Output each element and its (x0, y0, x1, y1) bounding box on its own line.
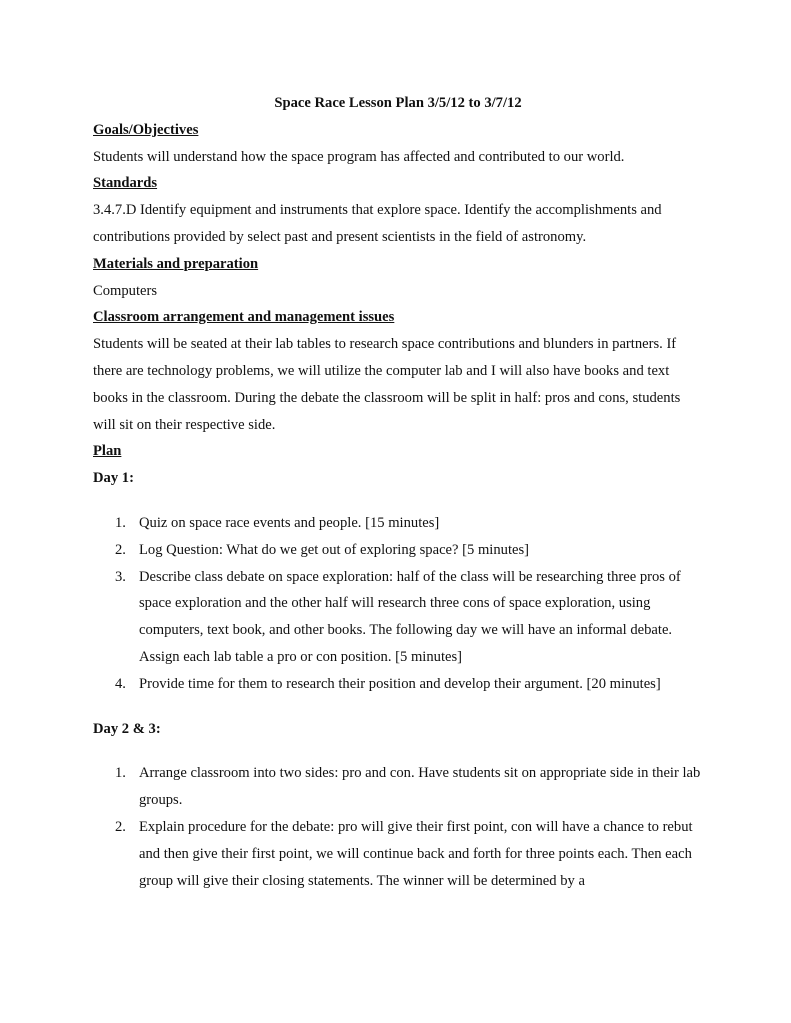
plan-heading: Plan (93, 443, 122, 460)
list-item (93, 510, 703, 537)
list-number: 1. (115, 765, 126, 782)
list-number: 2. (115, 541, 126, 558)
list-text: Describe class debate on space exploration: half of the class will be researching three pros of space exploration and the other half will research three cons of space exploration, using computers, text book, and other books. The following day we will have an informal debate. Assign each lab table a pro or con position. [5 minutes] (139, 568, 681, 665)
day1-label: Day 1: (93, 470, 134, 487)
spacer (93, 492, 703, 510)
day23-label: Day 2 & 3: (93, 720, 161, 737)
document-page (93, 90, 703, 894)
spacer (93, 742, 703, 760)
day23-list (93, 760, 703, 894)
standards-text: 3.4.7.D Identify equipment and instruments that explore space. Identify the accomplishments and contributions provided by select past and present scientists in the field of astronomy. (93, 202, 662, 245)
list-item (93, 760, 703, 814)
list-text: Explain procedure for the debate: pro will give their first point, con will have a chance to rebut and then give their first point, we will continue back and forth for three points each. Then each group will give their closing statements. The winner will be determined by a (139, 818, 693, 889)
list-number: 3. (115, 568, 126, 585)
list-item (93, 814, 703, 894)
materials-text: Computers (93, 282, 158, 299)
standards-heading: Standards (93, 175, 158, 192)
day1-list (93, 510, 703, 698)
document-title: Space Race Lesson Plan 3/5/12 to 3/7/12 (274, 95, 522, 111)
list-number: 2. (115, 818, 126, 835)
list-text: Log Question: What do we get out of exploring space? [5 minutes] (139, 541, 530, 558)
classroom-heading: Classroom arrangement and management issues (93, 309, 395, 326)
spacer (93, 698, 703, 716)
list-text: Quiz on space race events and people. [15 minutes] (139, 514, 440, 531)
classroom-text: Students will be seated at their lab tables to research space contributions and blunders in partners. If there are technology problems, we will utilize the computer lab and I will also have books and text books in the classroom. During the debate the classroom will be split in half: pros and cons, students will sit on their respective side. (93, 336, 681, 433)
list-item (93, 564, 703, 671)
list-text: Arrange classroom into two sides: pro and con. Have students sit on appropriate side in their lab groups. (139, 765, 701, 809)
list-number: 1. (115, 514, 126, 531)
materials-heading: Materials and preparation (93, 255, 259, 272)
list-item (93, 671, 703, 698)
goals-text: Students will understand how the space program has affected and contributed to our world. (93, 148, 625, 165)
goals-heading: Goals/Objectives (93, 121, 199, 138)
list-item (93, 537, 703, 564)
list-text: Provide time for them to research their position and develop their argument. [20 minutes] (139, 675, 661, 692)
list-number: 4. (115, 675, 126, 692)
